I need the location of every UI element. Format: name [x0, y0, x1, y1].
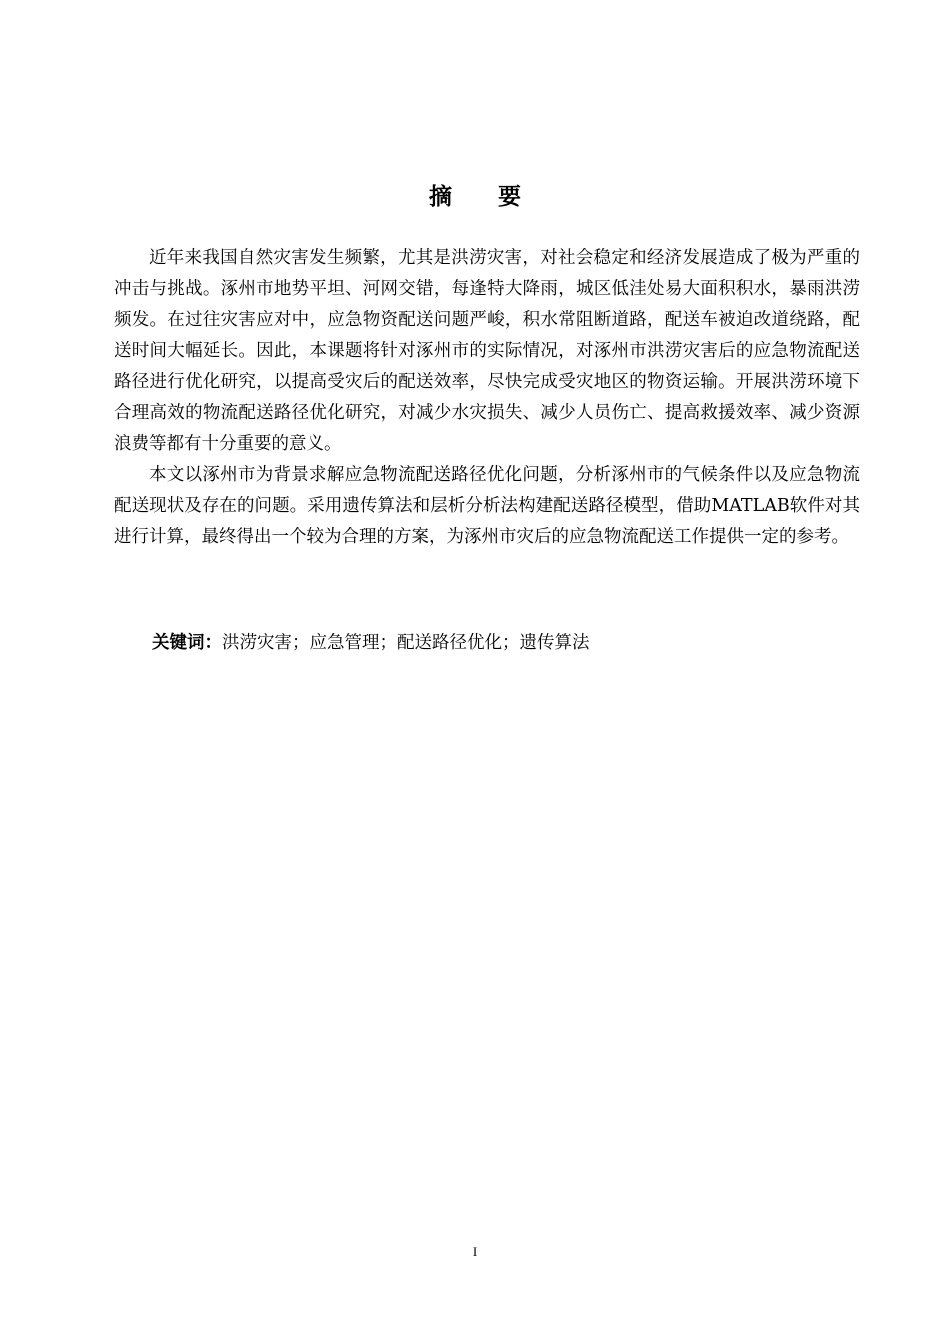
abstract-title — [0, 178, 950, 211]
page-number: I — [472, 1244, 478, 1259]
keywords-label: 关键词： — [152, 633, 222, 653]
keywords-list: 洪涝灾害；应急管理；配送路径优化；遗传算法 — [222, 633, 590, 653]
abstract-title-char-1: 摘 — [429, 184, 452, 210]
abstract-title-char-2: 要 — [498, 184, 521, 210]
abstract-body — [114, 243, 860, 553]
keywords-line — [152, 628, 590, 659]
abstract-paragraph-2: 本文以涿州市为背景求解应急物流配送路径优化问题，分析涿州市的气候条件以及应急物流配送现状及存在的问题。采用遗传算法和层析分析法构建配送路径模型，借助MATLAB软件对其进行计算，最终得出一个较为合理的方案，为涿州市灾后的应急物流配送工作提供一定的参考。 — [114, 465, 860, 547]
abstract-paragraph-1: 近年来我国自然灾害发生频繁，尤其是洪涝灾害，对社会稳定和经济发展造成了极为严重的冲击与挑战。涿州市地势平坦、河网交错，每逢特大降雨，城区低洼处易大面积积水，暴雨洪涝频发。在过往灾害应对中，应急物资配送问题严峻，积水常阻断道路，配送车被迫改道绕路，配送时间大幅延长。因此，本课题将针对涿州市的实际情况，对涿州市洪涝灾害后的应急物流配送路径进行优化研究，以提高受灾后的配送效率，尽快完成受灾地区的物资运输。开展洪涝环境下合理高效的物流配送路径优化研究，对减少水灾损失、减少人员伤亡、提高救援效率、减少资源浪费等都有十分重要的意义。 — [114, 248, 860, 454]
